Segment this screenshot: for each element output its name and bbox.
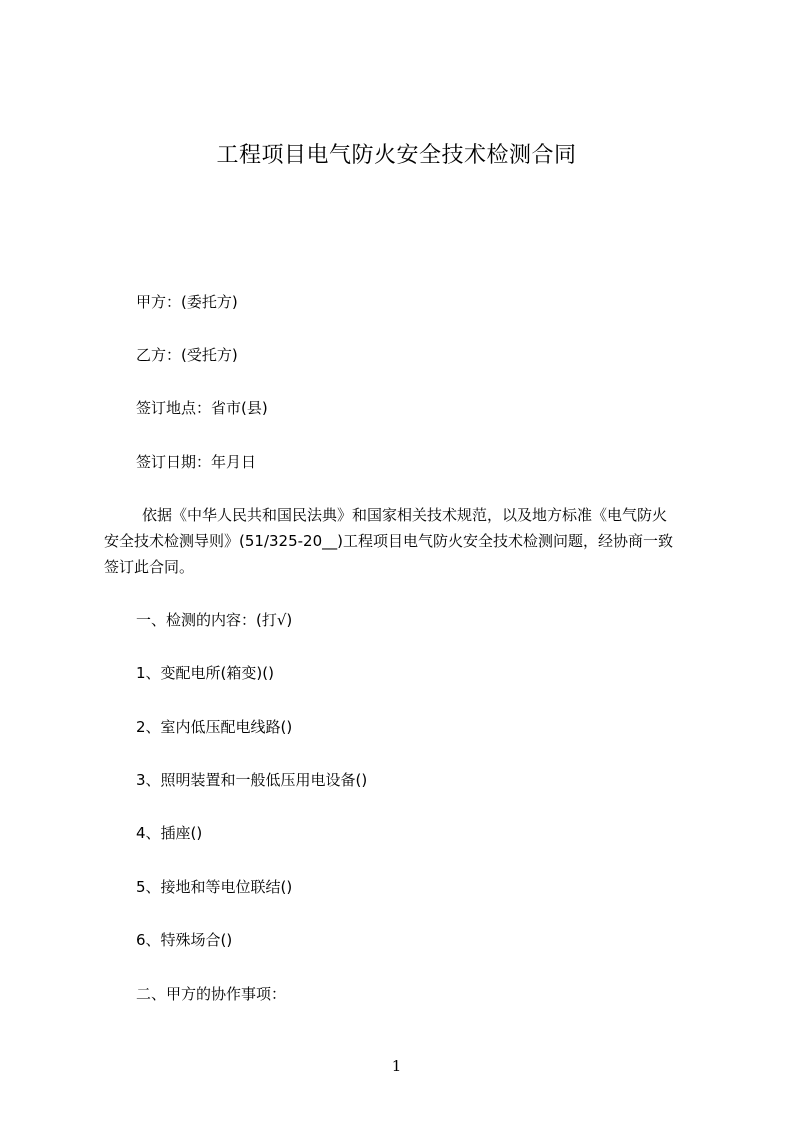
section-two-heading: 二、甲方的协作事项： bbox=[136, 985, 287, 1003]
inspection-item: 6、特殊场合() bbox=[136, 931, 233, 949]
party-a-line: 甲方：(委托方) bbox=[136, 293, 238, 311]
inspection-item: 5、接地和等电位联结() bbox=[136, 878, 293, 896]
document-title: 工程项目电气防火安全技术检测合同 bbox=[216, 143, 577, 168]
party-b-line: 乙方：(受托方) bbox=[136, 346, 238, 364]
signing-date-line: 签订日期：年月日 bbox=[136, 453, 257, 471]
intro-line-1: 依据《中华人民共和国民法典》和国家相关技术规范，以及地方标准《电气防火 bbox=[142, 506, 668, 524]
section-one-heading: 一、检测的内容：(打√) bbox=[136, 611, 293, 629]
inspection-item: 3、照明装置和一般低压用电设备() bbox=[136, 771, 368, 789]
signing-place-line: 签订地点：省市(县) bbox=[136, 399, 268, 417]
inspection-item: 2、室内低压配电线路() bbox=[136, 718, 293, 736]
page-number: 1 bbox=[391, 1057, 402, 1075]
inspection-item: 4、插座() bbox=[136, 824, 203, 842]
intro-line-3: 签订此合同。 bbox=[104, 558, 195, 576]
intro-paragraph bbox=[104, 502, 700, 580]
inspection-item: 1、变配电所(箱变)() bbox=[136, 664, 274, 682]
intro-line-2: 安全技术检测导则》(51/325-20__)工程项目电气防火安全技术检测问题，经协商一致 bbox=[104, 532, 673, 550]
